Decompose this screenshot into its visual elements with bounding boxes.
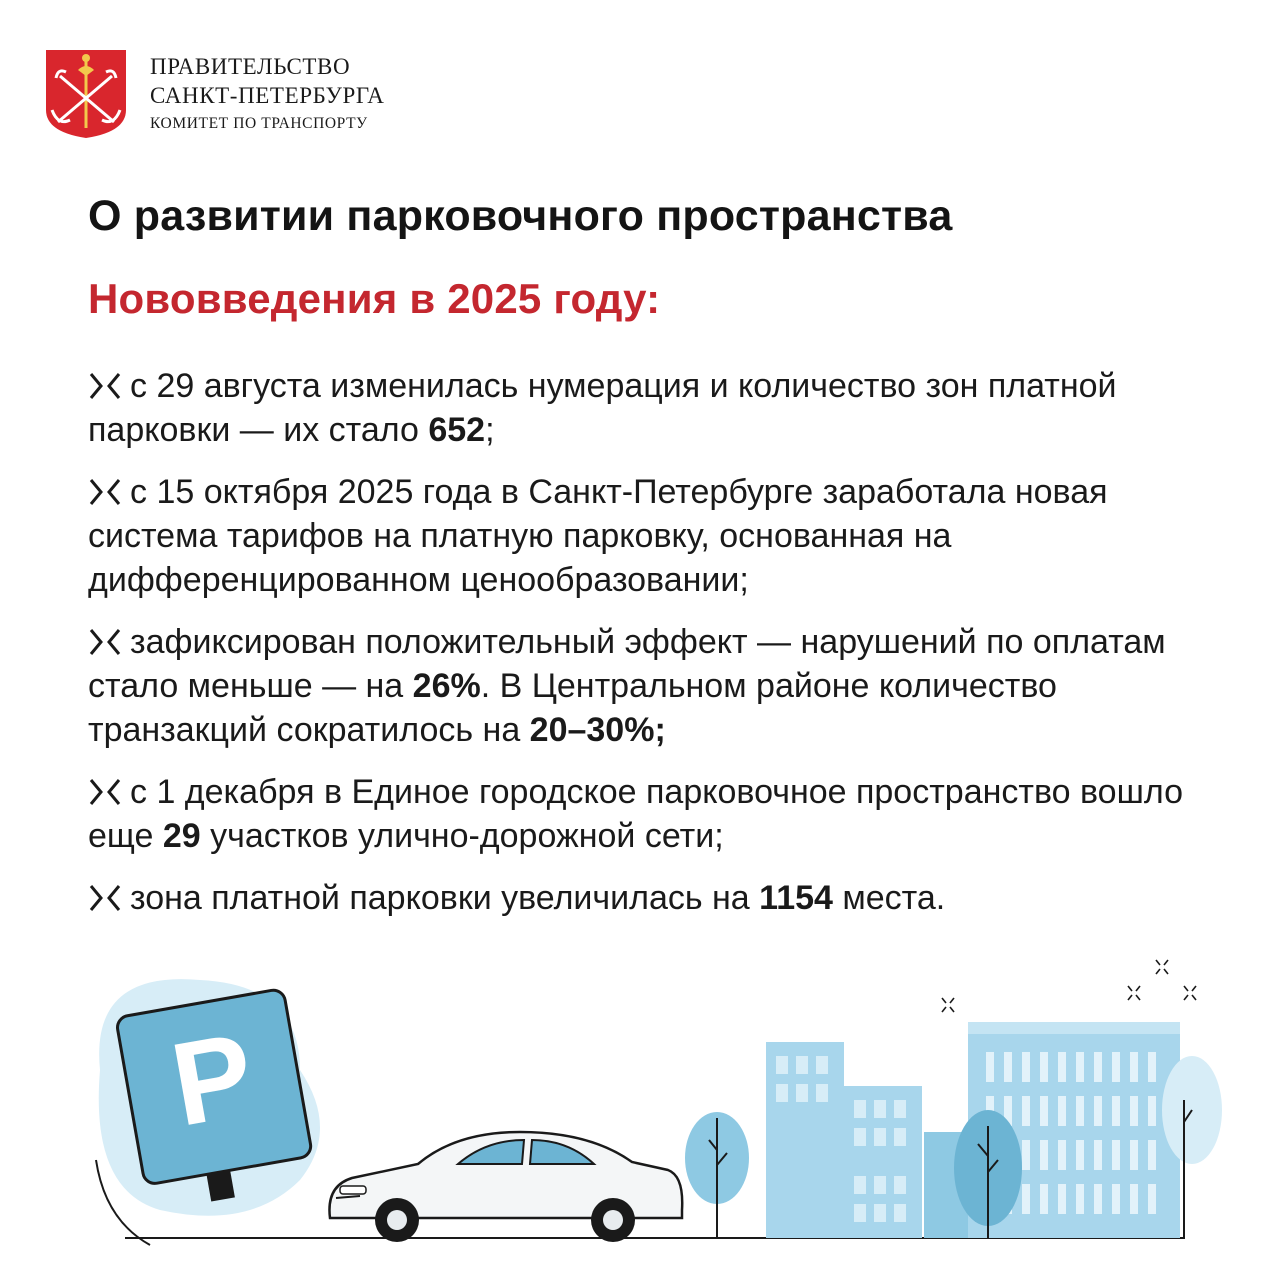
page-title: О развитии парковочного пространства bbox=[88, 192, 953, 240]
organization-name bbox=[150, 52, 385, 137]
org-line-1: ПРАВИТЕЛЬСТВО bbox=[150, 54, 351, 79]
item-number: 26% bbox=[412, 667, 481, 705]
spb-coat-of-arms-icon bbox=[44, 48, 128, 140]
item-number: 29 bbox=[162, 817, 201, 855]
car-icon bbox=[329, 1132, 682, 1242]
bullet-icon bbox=[88, 627, 124, 657]
list-item bbox=[88, 876, 1218, 920]
org-line-2: САНКТ-ПЕТЕРБУРГА bbox=[150, 83, 385, 108]
item-text-end: ; bbox=[485, 411, 495, 449]
list-item bbox=[88, 620, 1218, 752]
tree-icon bbox=[685, 1112, 749, 1238]
sparkle-icons bbox=[942, 960, 1196, 1012]
bullet-icon bbox=[88, 371, 124, 401]
building-left bbox=[766, 1042, 922, 1238]
item-number: 652 bbox=[428, 411, 486, 449]
city-parking-illustration bbox=[0, 950, 1280, 1280]
item-text-middle: . В Центральном районе количество транзакций сократилось на bbox=[88, 667, 1057, 749]
item-text: с 29 августа изменилась нумерация и количество зон платной парковки — их стало bbox=[88, 367, 1117, 449]
list-item bbox=[88, 364, 1218, 452]
header bbox=[44, 48, 385, 140]
item-text: с 1 декабря в Единое городское парковочное пространство вошло еще bbox=[88, 773, 1183, 855]
item-text-end: места. bbox=[832, 879, 946, 917]
item-text: с 15 октября 2025 года в Санкт-Петербурге заработала новая система тарифов на платную парковку, основанная на дифференцированном ценообразовании; bbox=[88, 473, 1108, 599]
item-number: 1154 bbox=[759, 879, 833, 917]
list-item bbox=[88, 470, 1218, 602]
item-text: зафиксирован положительный эффект — нарушений по оплатам стало меньше — на bbox=[88, 623, 1166, 705]
list-item bbox=[88, 770, 1218, 858]
org-line-3: КОМИТЕТ ПО ТРАНСПОРТУ bbox=[150, 115, 368, 132]
bullet-icon bbox=[88, 883, 124, 913]
news-list bbox=[88, 364, 1218, 938]
bullet-icon bbox=[88, 477, 124, 507]
item-number-2: 20–30%; bbox=[529, 711, 666, 749]
page-subtitle: Нововведения в 2025 году: bbox=[88, 275, 661, 322]
bullet-icon bbox=[88, 777, 124, 807]
item-text-end: участков улично-дорожной сети; bbox=[200, 817, 724, 855]
item-text: зона платной парковки увеличилась на bbox=[130, 879, 760, 917]
parking-sign-letter: P bbox=[162, 1008, 264, 1152]
